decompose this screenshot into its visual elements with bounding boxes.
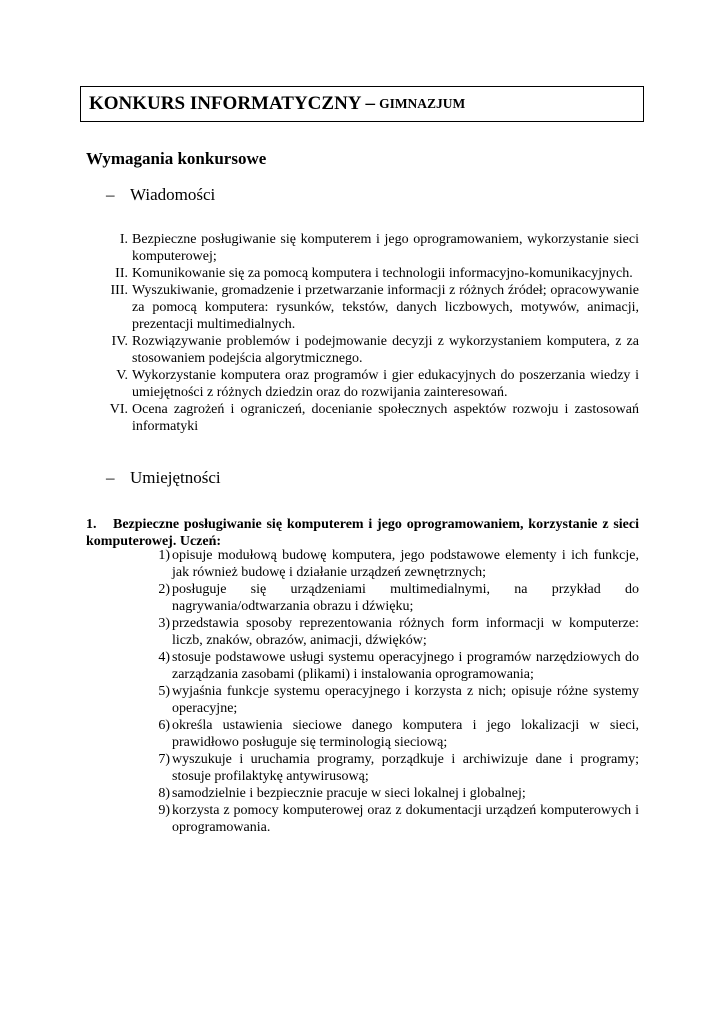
list-item [86, 282, 639, 333]
item-number: 6) [158, 718, 170, 733]
list-item [86, 231, 639, 265]
item-number: 4) [158, 650, 170, 665]
item-number: I. [119, 232, 128, 247]
list-item [86, 333, 639, 367]
list-item [86, 717, 639, 751]
knowledge-label: Wiadomości [130, 185, 216, 204]
item-number: 5) [158, 684, 170, 699]
item-text: opisuje modułową budowę komputera, jego podstawowe elementy i ich funkcje, jak również budowę i działanie urządzeń zewnętrznych; [172, 548, 639, 580]
list-item [86, 547, 639, 581]
item-text: posługuje się urządzeniami multimedialnymi, na przykład do nagrywania/odtwarzania obrazu i dźwięku; [172, 582, 639, 614]
list-item [86, 751, 639, 785]
item-number: V. [116, 368, 128, 383]
item-text: Komunikowanie się za pomocą komputera i technologii informacyjno-komunikacyjnych. [132, 266, 633, 281]
list-item [86, 683, 639, 717]
list-item [86, 649, 639, 683]
item-text: samodzielnie i bezpiecznie pracuje w sieci lokalnej i globalnej; [172, 786, 526, 801]
item-text: Wykorzystanie komputera oraz programów i gier edukacyjnych do poszerzania wiedzy i umiejętności z różnych dziedzin oraz do rozwijania zainteresowań. [132, 368, 639, 400]
section-title [86, 516, 639, 550]
knowledge-list [86, 231, 639, 435]
list-item [86, 785, 639, 802]
list-item [86, 802, 639, 836]
item-number: VI. [109, 402, 128, 417]
section-number: 1. [86, 517, 97, 532]
item-text: wyszukuje i uruchamia programy, porządkuje i archiwizuje dane i programy; stosuje profilaktykę antywirusową; [172, 752, 639, 784]
item-number: 1) [158, 548, 170, 563]
item-text: wyjaśnia funkcje systemu operacyjnego i korzysta z nich; opisuje różne systemy operacyjne; [172, 684, 639, 716]
list-item [86, 581, 639, 615]
section-title-text: Bezpieczne posługiwanie się komputerem i jego oprogramowaniem, korzystanie z sieci komputerowej. Uczeń: [86, 517, 639, 549]
list-item [86, 615, 639, 649]
knowledge-heading [106, 185, 215, 205]
item-text: określa ustawienia sieciowe danego komputera i jego lokalizacji w sieci, prawidłowo posługuje się terminologią sieciową; [172, 718, 639, 750]
dash-bullet: – [106, 185, 115, 204]
skills-heading [106, 468, 221, 488]
list-item [86, 265, 639, 282]
item-text: Rozwiązywanie problemów i podejmowanie decyzji z wykorzystaniem komputera, z za stosowaniem podejścia algorytmicznego. [132, 334, 639, 366]
item-number: II. [115, 266, 128, 281]
list-item [86, 401, 639, 435]
item-text: Ocena zagrożeń i ograniczeń, docenianie społecznych aspektów rozwoju i zastosowań informatyki [132, 402, 639, 434]
skills-label: Umiejętności [130, 468, 221, 487]
item-text: korzysta z pomocy komputerowej oraz z dokumentacji urządzeń komputerowych i oprogramowania. [172, 803, 639, 835]
list-item [86, 367, 639, 401]
dash-bullet: – [106, 468, 115, 487]
item-text: przedstawia sposoby reprezentowania różnych form informacji w komputerze: liczb, znaków, obrazów, animacji, dźwięków; [172, 616, 639, 648]
title-box [80, 86, 644, 122]
item-text: Bezpieczne posługiwanie się komputerem i jego oprogramowaniem, wykorzystanie sieci komputerowej; [132, 232, 639, 264]
page-heading: Wymagania konkursowe [86, 149, 267, 168]
title-main: KONKURS INFORMATYCZNY – [89, 93, 376, 114]
item-number: 7) [158, 752, 170, 767]
item-number: 3) [158, 616, 170, 631]
item-number: 8) [158, 786, 170, 801]
title-sub: GIMNAZJUM [379, 96, 466, 111]
item-number: 2) [158, 582, 170, 597]
item-number: IV. [111, 334, 128, 349]
item-text: Wyszukiwanie, gromadzenie i przetwarzanie informacji z różnych źródeł; opracowywanie za pomocą komputera: rysunków, tekstów, danych liczbowych, motywów, animacji, prezentacji multimedialnych. [132, 283, 639, 332]
item-text: stosuje podstawowe usługi systemu operacyjnego i programów narzędziowych do zarządzania zasobami (plikami) i instalowania oprogramowania; [172, 650, 639, 682]
item-number: 9) [158, 803, 170, 818]
skills-list [86, 547, 639, 836]
item-number: III. [110, 283, 128, 298]
